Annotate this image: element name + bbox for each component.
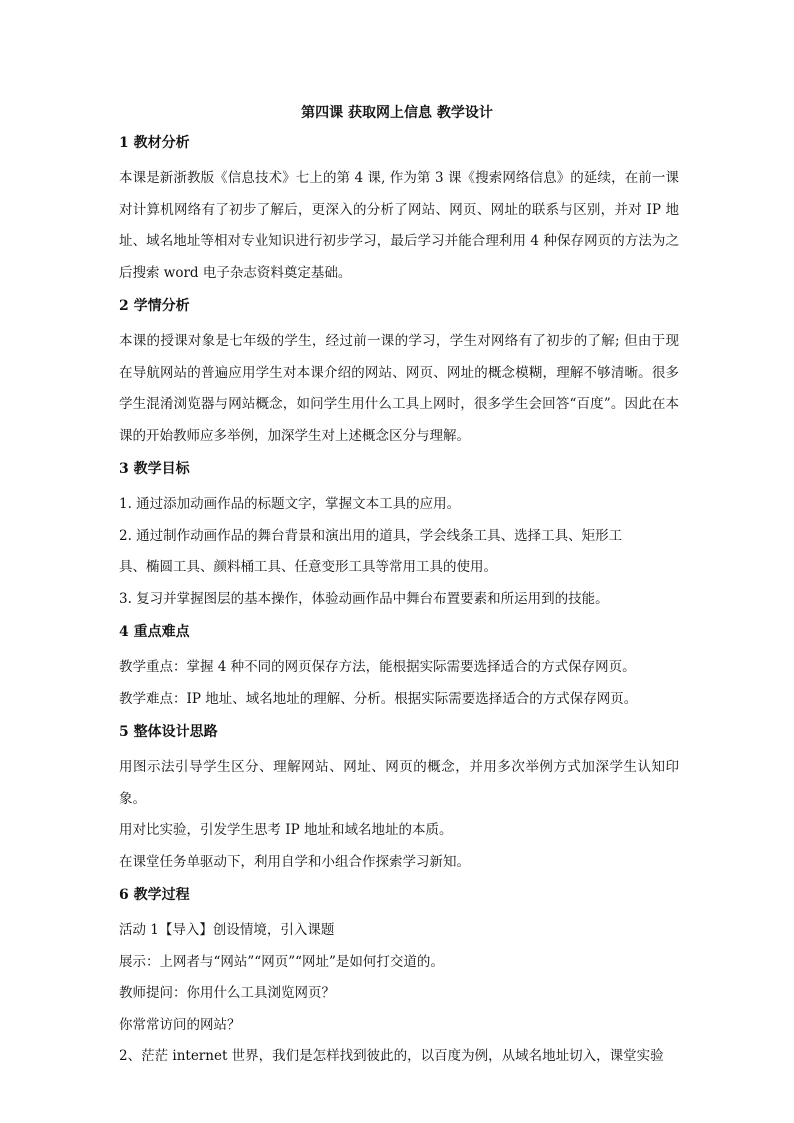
document-body	[119, 132, 679, 1075]
paragraph: 2、茫茫 internet 世界，我们是怎样找到彼此的，以百度为例，从域名地址切入，课堂实验	[119, 1048, 664, 1064]
paragraph: 教师提问：你用什么工具浏览网页？	[119, 985, 335, 1001]
section-teaching-material	[119, 132, 679, 289]
list-item: 具、椭圆工具、颜料桶工具、任意变形工具等常用工具的使用。	[119, 559, 497, 575]
paragraph: 本课的授课对象是七年级的学生，经过前一课的学习，学生对网络有了初步的了解; 但由于现在导航网站的普遍应用学生对本课介绍的网站、网页、网址的概念模糊，理解不够清晰。很多学生混淆浏览器与网站概念，如问学生用什么工具上网时，很多学生会回答“百度”。因此在本课的开始教师应多举例，加深学生对上述概念区分与理解。	[119, 333, 679, 444]
section-teaching-goals	[119, 458, 679, 615]
section-heading: 1 教材分析	[119, 135, 190, 151]
document-title: 第四课 获取网上信息 教学设计	[301, 105, 493, 121]
section-key-difficult-points	[119, 621, 679, 715]
list-item: 2. 通过制作动画作品的舞台背景和演出用的道具，学会线条工具、选择工具、矩形工	[119, 527, 623, 544]
section-design-ideas	[119, 721, 679, 878]
section-heading: 6 教学过程	[119, 887, 190, 903]
section-teaching-process	[119, 884, 679, 1073]
paragraph: 在课堂任务单驱动下，利用自学和小组合作探索学习新知。	[119, 853, 470, 870]
section-heading: 3 教学目标	[119, 461, 190, 477]
section-heading: 2 学情分析	[119, 298, 190, 314]
paragraph: 活动 1【导入】创设情境，引入课题	[119, 922, 335, 938]
section-heading: 5 整体设计思路	[119, 724, 218, 740]
paragraph: 展示：上网者与“网站”“网页”“网址”是如何打交道的。	[119, 953, 444, 970]
paragraph: 教学难点：IP 地址、域名地址的理解、分析。根据实际需要选择适合的方式保存网页。	[119, 690, 638, 707]
list-item: 1. 通过添加动画作品的标题文字，掌握文本工具的应用。	[119, 496, 461, 512]
section-student-analysis	[119, 295, 679, 452]
paragraph: 你常常访问的网站？	[119, 1016, 241, 1033]
section-heading: 4 重点难点	[119, 624, 190, 640]
list-item: 3. 复习并掌握图层的基本操作，体验动画作品中舞台布置要素和所运用到的技能。	[119, 590, 609, 607]
paragraph: 用图示法引导学生区分、理解网站、网址、网页的概念，并用多次举例方式加深学生认知印象。	[119, 759, 679, 807]
paragraph: 用对比实验，引发学生思考 IP 地址和域名地址的本质。	[119, 822, 453, 838]
paragraph: 教学重点：掌握 4 种不同的网页保存方法，能根据实际需要选择适合的方式保存网页。	[119, 659, 636, 675]
paragraph: 本课是新浙教版《信息技术》七上的第 4 课, 作为第 3 课《搜索网络信息》的延续，在前一课对计算机网络有了初步了解后，更深入的分析了网站、网页、网址的联系与区别，并对 IP 地址、域名地址等相对专业知识进行初步学习，最后学习并能合理利用 4 种保存网页的方法为之后搜索 word 电子杂志资料奠定基础。	[119, 170, 679, 281]
